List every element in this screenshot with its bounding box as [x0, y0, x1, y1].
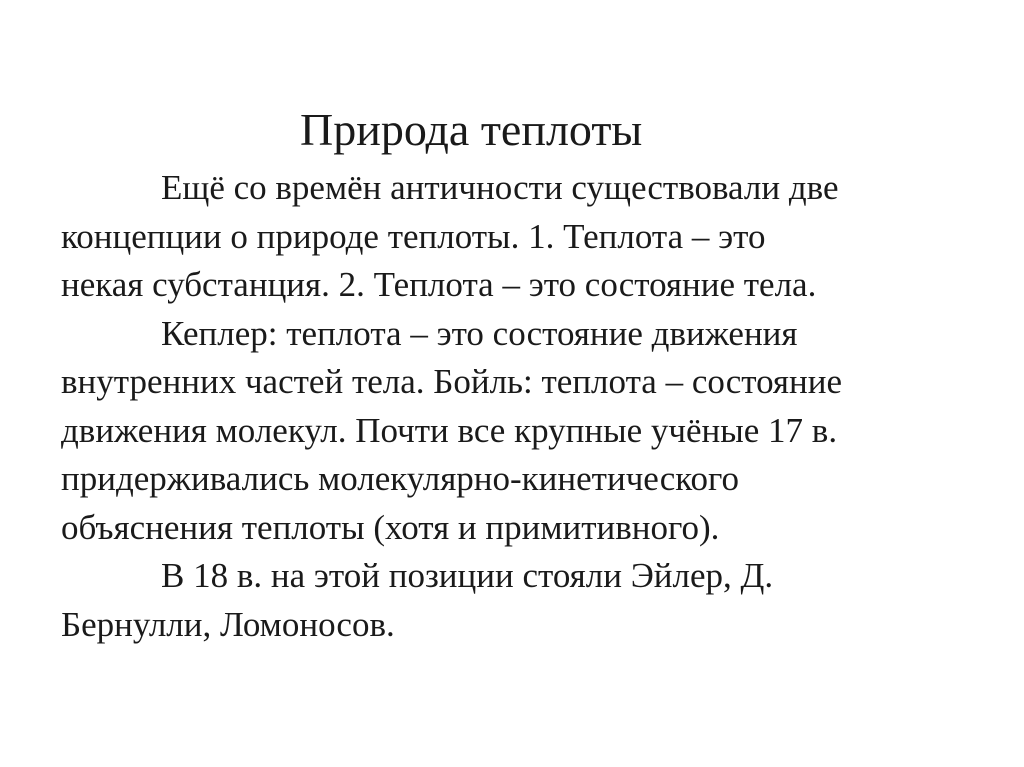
- paragraph-1-line-2: концепции о природе теплоты. 1. Теплота – это: [61, 216, 766, 256]
- paragraph-3-line-1: В 18 в. на этой позиции стояли Эйлер, Д.: [161, 556, 774, 595]
- paragraph-1-line-1: Ещё со времён античности существовали две: [161, 168, 839, 207]
- paragraph-2-line-1: Кеплер: теплота – это состояние движения: [161, 313, 798, 353]
- paragraph-2-line-3: движения молекул. Почти все крупные учёные 17 в.: [61, 410, 838, 450]
- paragraph-3-line-2: Бернулли, Ломоносов.: [61, 604, 395, 644]
- slide-title: Природа теплоты: [300, 104, 643, 155]
- paragraph-2-line-5: объяснения теплоты (хотя и примитивного).: [61, 507, 720, 547]
- paragraph-2-line-2: внутренних частей тела. Бойль: теплота – состояние: [61, 362, 843, 401]
- paragraph-1-line-3: некая субстанция. 2. Теплота – это состояние тела.: [61, 265, 817, 304]
- slide-body-text: [61, 164, 966, 649]
- paragraph-2-line-4: придерживались молекулярно-кинетического: [61, 459, 739, 498]
